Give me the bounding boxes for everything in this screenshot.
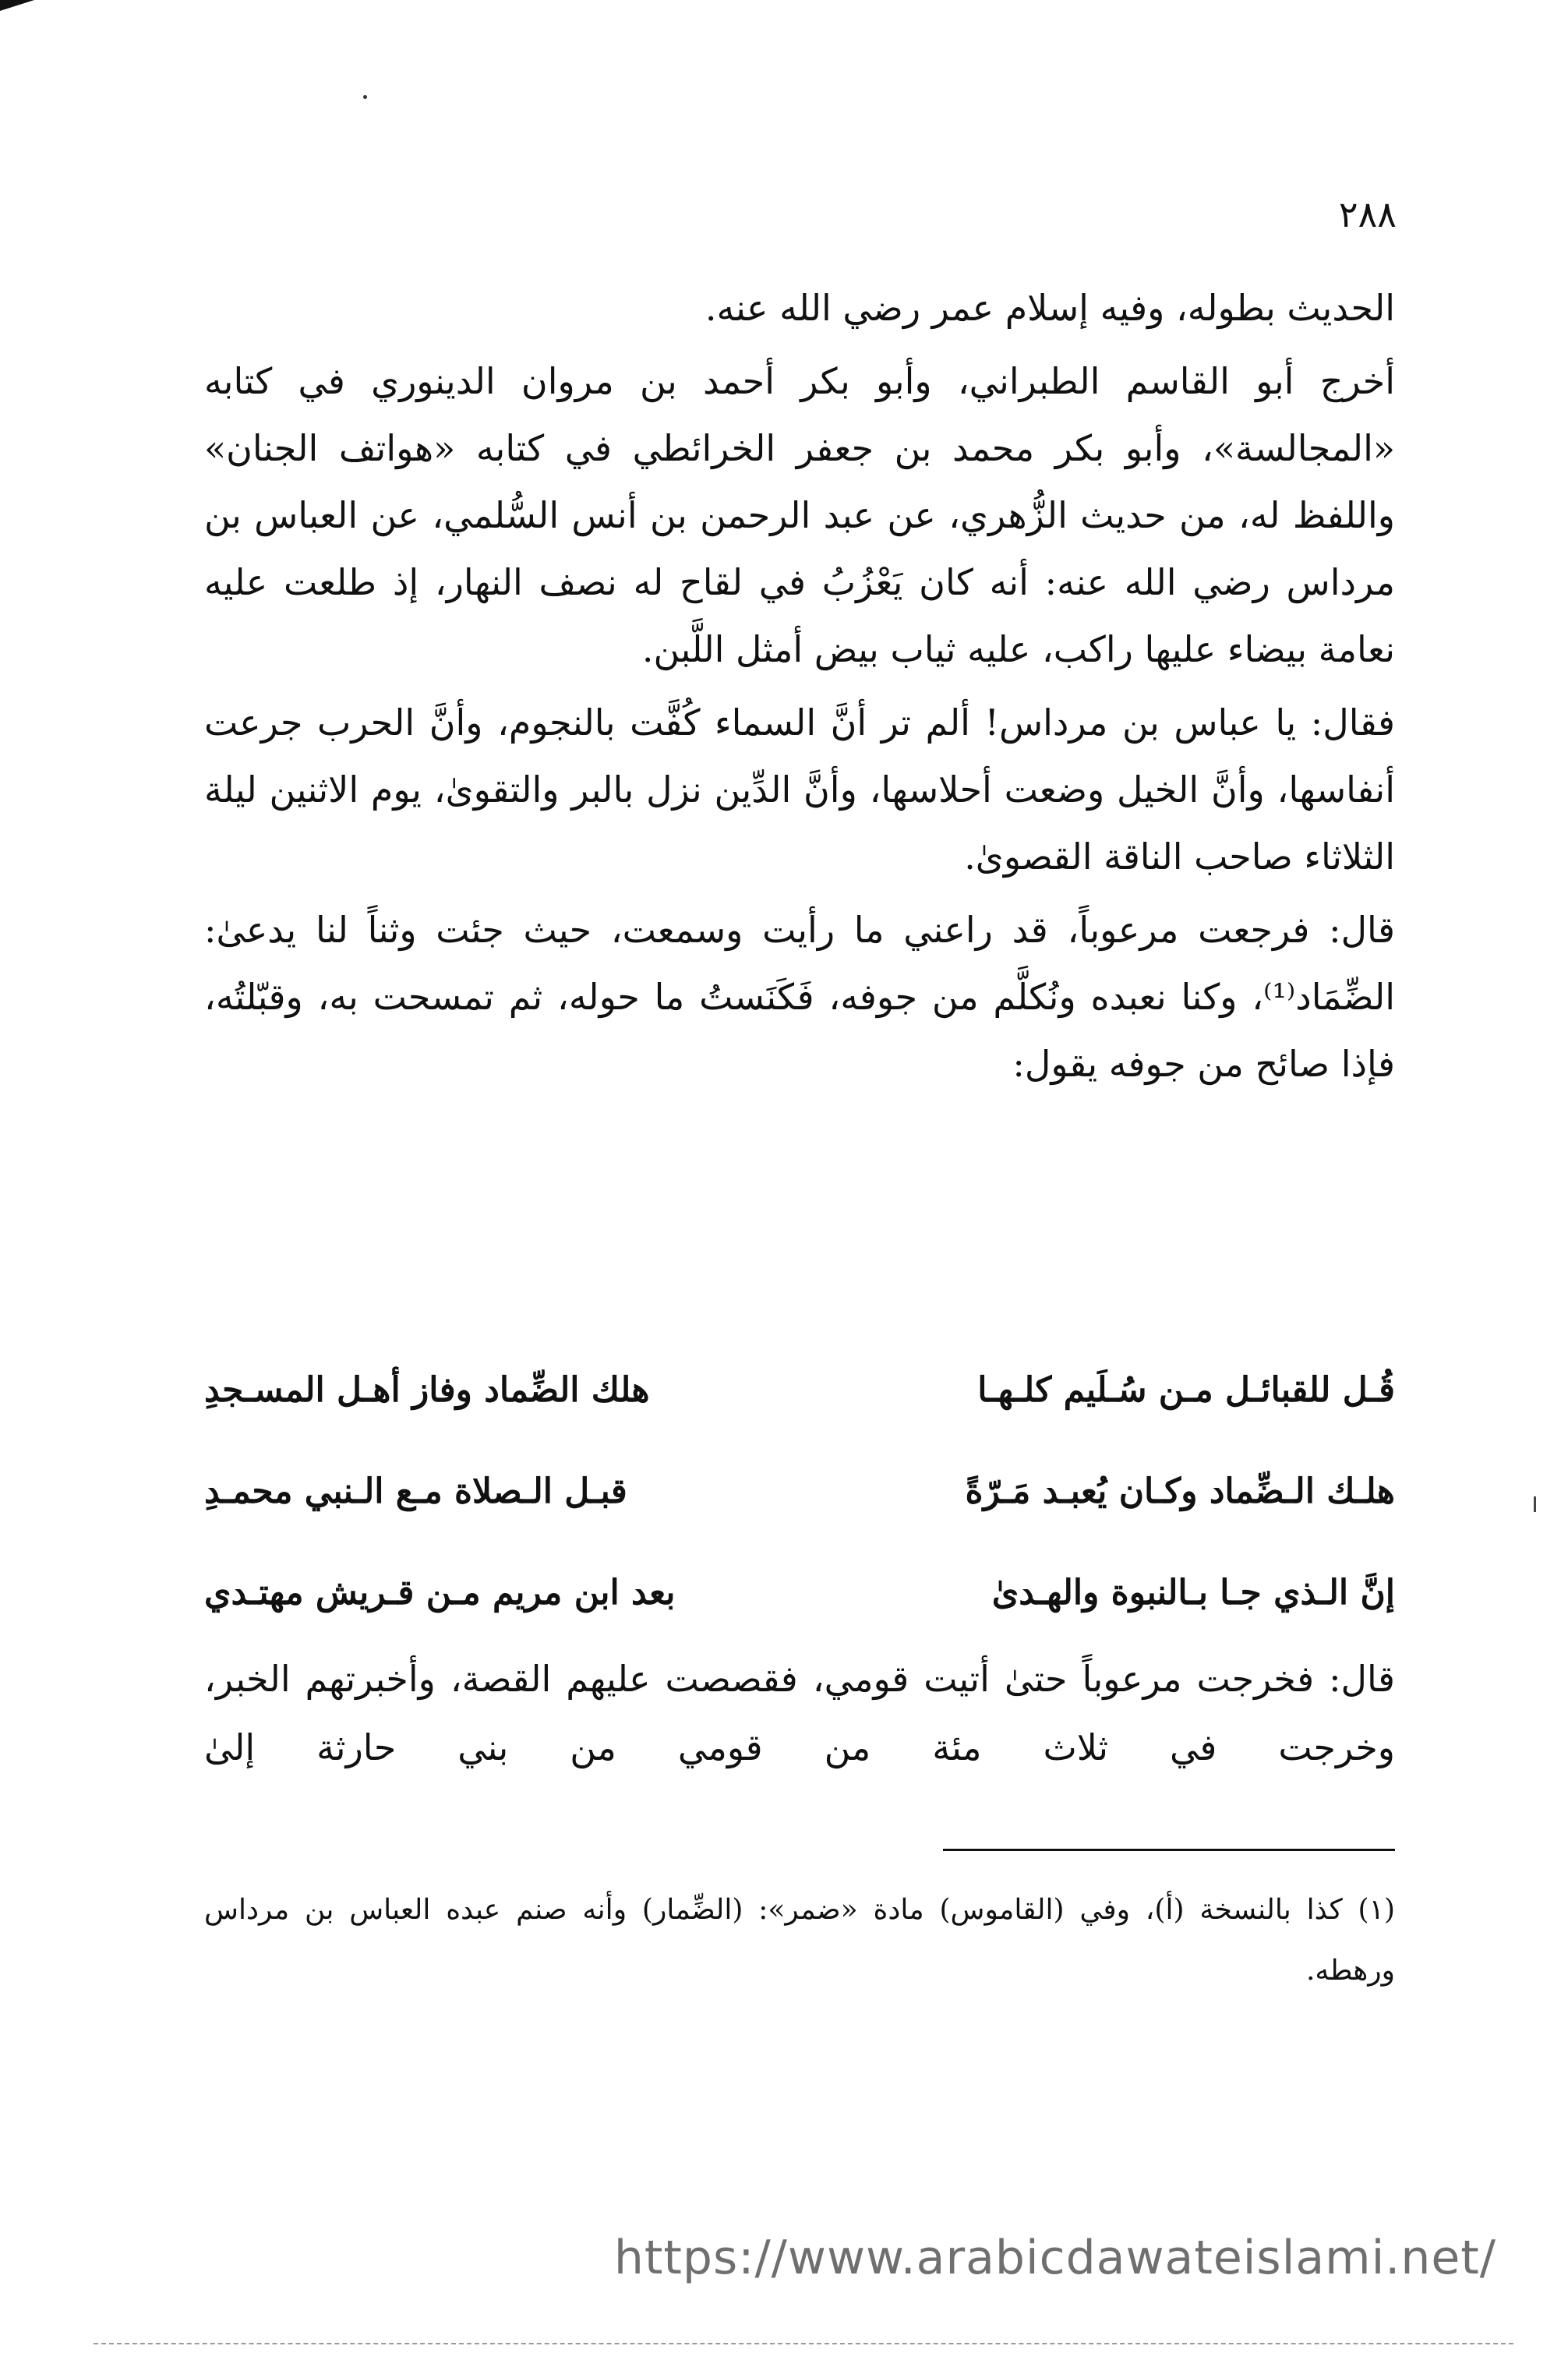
verse-1-second-hemistich: هلك الضِّماد وفاز أهـل المسـجدِ: [204, 1369, 650, 1410]
poem: [204, 1339, 1395, 1643]
scan-dot: [363, 95, 367, 99]
page-number: ٢٨٨: [1338, 193, 1397, 235]
verse-3-second-hemistich: بعد ابن مريم مـن قـريش مهتـدي: [204, 1572, 676, 1613]
verse-1: [204, 1339, 1395, 1440]
verse-3-first-hemistich: إنَّ الـذي جـا بـالنبوة والهـدىٰ: [991, 1572, 1395, 1613]
scan-tick: [1534, 1496, 1536, 1512]
footnote: (١) كذا بالنسخة (أ)، وفي (القاموس) مادة «ضمر»: (الضِّمار) وأنه صنم عبده العباس بن مرداس ورهطه.: [204, 1894, 1395, 1987]
verse-2-first-hemistich: هلـك الـضِّماد وكـان يُعبـد مَـرّةً: [965, 1471, 1395, 1511]
verse-2-second-hemistich: قبـل الـصلاة مـع الـنبي محمـدِ: [204, 1471, 627, 1511]
paragraph-4: قال: فرجعت مرعوباً، قد راعني ما رأيت وسمعت، حيث جئت وثناً لنا يدعىٰ: الضِّمَاد⁽¹⁾، وكنا نعبده ونُكلَّم من جوفه، فَكَنَستُ ما حوله، ثم تمسحت به، وقبّلتُه، فإذا صائح من جوفه يقول:: [204, 909, 1395, 1085]
closing-paragraph: قال: فخرجت مرعوباً حتىٰ أتيت قومي، فقصصت عليهم القصة، وأخبرتهم الخبر، وخرجت في ثلاث مئة من قومي من بني حارثة إلىٰ: [204, 1658, 1395, 1768]
paragraph-3: فقال: يا عباس بن مرداس! ألم تر أنَّ السماء كُفَّت بالنجوم، وأنَّ الحرب جرعت أنفاسها، وأنَّ الخيل وضعت أحلاسها، وأنَّ الدِّين نزل بالبر والتقوىٰ، يوم الاثنين ليلة الثلاثاء صاحب الناقة القصوىٰ.: [204, 701, 1395, 878]
main-text: [204, 274, 1395, 1097]
verse-1-first-hemistich: قُـل للقبائـل مـن سُـلَيم كلـهـا: [977, 1369, 1395, 1410]
watermark-url: https://www.arabicdawateislami.net/: [613, 2231, 1496, 2285]
paragraph-2: أخرج أبو القاسم الطبراني، وأبو بكر أحمد بن مروان الدينوري في كتابه «المجالسة»، وأبو بكر محمد بن جعفر الخرائطي في كتابه «هواتف الجنان» واللفظ له، من حديث الزُّهري، عن عبد الرحمن بن أنس السُّلمي، عن العباس بن مرداس رضي الله عنه: أنه كان يَعْزُبُ في لقاح له نصف النهار، إذ طلعت عليه نعامة بيضاء عليها راكب، عليه ثياب بيض أمثل اللَّبن.: [204, 360, 1395, 670]
scan-bottom-line: [94, 2343, 1513, 2346]
corner-mark: [0, 0, 34, 11]
paragraph-1: الحديث بطوله، وفيه إسلام عمر رضي الله عنه.: [705, 287, 1395, 329]
verse-3: [204, 1542, 1395, 1643]
footnote-divider: [943, 1849, 1395, 1851]
verse-2: [204, 1440, 1395, 1542]
